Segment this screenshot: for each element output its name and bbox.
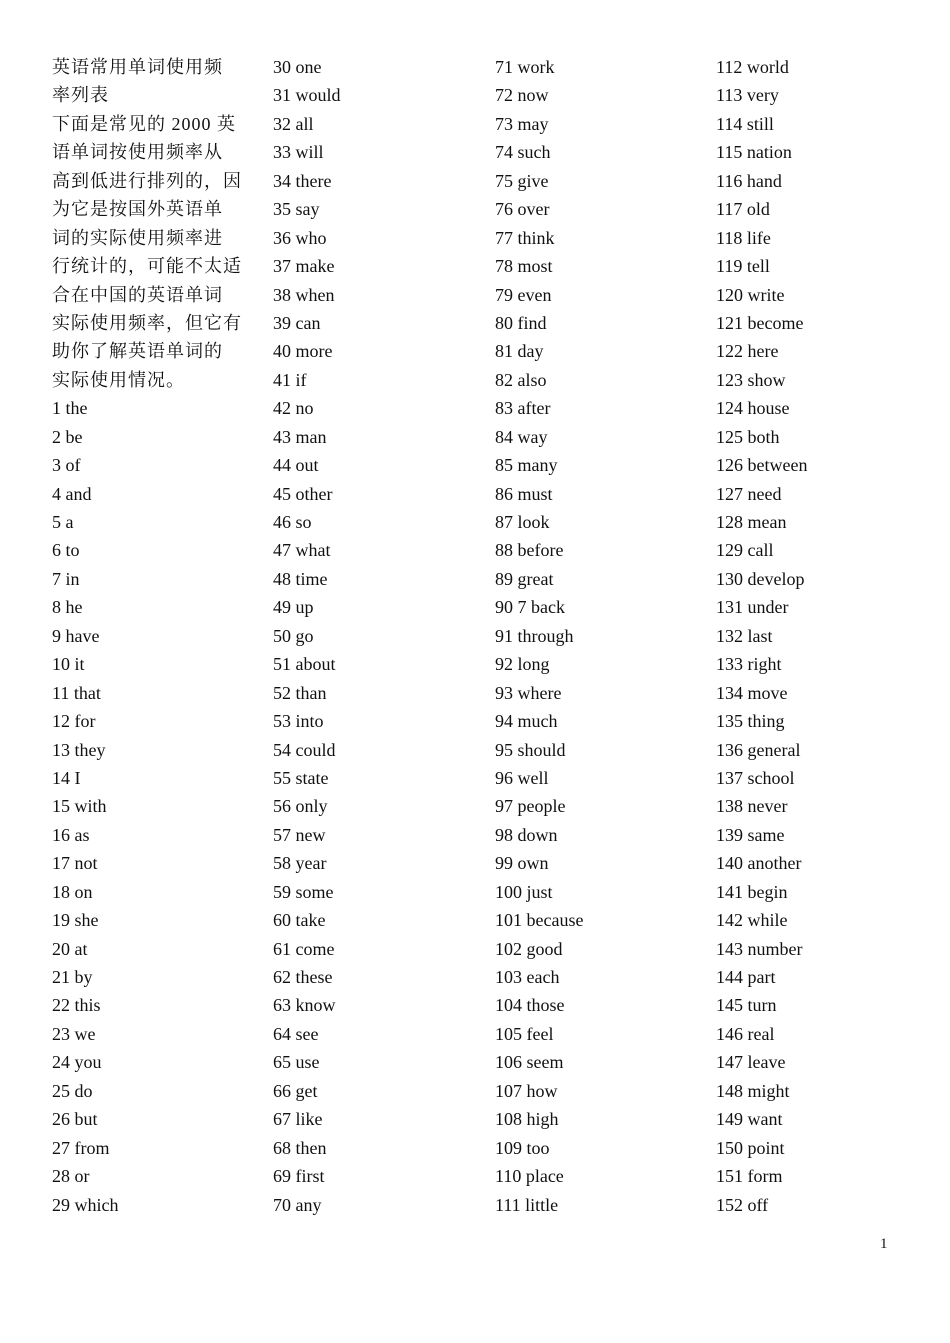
word-entry: 30 one [273, 57, 322, 77]
intro-line: 下面是常见的 2000 英 [52, 113, 236, 134]
word-entry: 3 of [52, 455, 81, 476]
word-entry: 61 come [273, 938, 335, 959]
column-4 [716, 53, 916, 1219]
word-entry: 91 through [495, 625, 574, 646]
word-entry: 51 about [273, 654, 336, 675]
word-entry: 85 many [495, 455, 558, 476]
word-entry: 92 long [495, 654, 550, 675]
word-entry: 75 give [495, 170, 549, 191]
word-entry: 70 any [273, 1194, 322, 1215]
word-entry: 136 general [716, 739, 801, 760]
word-entry: 126 between [716, 455, 808, 476]
word-entry: 102 good [495, 938, 563, 959]
word-entry: 141 begin [716, 881, 788, 902]
word-entry: 6 to [52, 540, 80, 561]
word-entry: 78 most [495, 256, 553, 277]
word-entry: 97 people [495, 796, 566, 817]
word-entry: 145 turn [716, 995, 777, 1016]
word-list-1 [52, 394, 247, 1219]
word-entry: 133 right [716, 654, 782, 675]
word-entry: 59 some [273, 881, 334, 902]
word-entry: 90 7 back [495, 597, 565, 618]
word-entry: 151 form [716, 1166, 783, 1187]
word-entry: 62 these [273, 967, 333, 987]
word-entry: 127 need [716, 483, 782, 504]
word-entry: 16 as [52, 824, 90, 845]
word-entry: 21 by [52, 967, 93, 987]
word-entry: 101 because [495, 910, 584, 931]
word-entry: 129 call [716, 540, 774, 561]
word-entry: 105 feel [495, 1023, 554, 1044]
word-entry: 114 still [716, 113, 774, 134]
intro-line: 词的实际使用频率进 [52, 227, 223, 248]
intro-line: 实际使用频率，但它有 [52, 312, 242, 333]
intro-line: 高到低进行排列的，因 [52, 170, 242, 191]
word-entry: 144 part [716, 967, 776, 987]
word-entry: 107 how [495, 1080, 558, 1101]
word-entry: 4 and [52, 483, 92, 504]
word-entry: 134 move [716, 682, 788, 703]
word-entry: 65 use [273, 1052, 320, 1073]
word-entry: 23 we [52, 1023, 96, 1044]
word-entry: 128 mean [716, 512, 787, 532]
word-entry: 5 a [52, 512, 74, 532]
word-entry: 121 become [716, 312, 804, 333]
intro-text [52, 53, 247, 394]
word-entry: 31 would [273, 85, 341, 106]
word-entry: 112 world [716, 57, 789, 77]
word-entry: 147 leave [716, 1052, 786, 1073]
word-entry: 77 think [495, 227, 555, 248]
word-entry: 54 could [273, 739, 336, 760]
word-entry: 41 if [273, 369, 307, 390]
word-entry: 119 tell [716, 256, 770, 277]
word-entry: 18 on [52, 881, 93, 902]
word-entry: 152 off [716, 1194, 769, 1215]
word-entry: 47 what [273, 540, 331, 561]
word-entry: 89 great [495, 568, 554, 589]
word-entry: 73 may [495, 113, 549, 134]
word-entry: 74 such [495, 142, 551, 163]
intro-line: 语单词按使用频率从 [52, 142, 223, 163]
word-entry: 40 more [273, 341, 333, 362]
word-entry: 33 will [273, 142, 324, 163]
word-entry: 99 own [495, 853, 549, 874]
word-entry: 124 house [716, 398, 790, 419]
word-entry: 26 but [52, 1109, 98, 1130]
column-3 [495, 53, 695, 1219]
word-entry: 49 up [273, 597, 314, 618]
word-entry: 149 want [716, 1109, 783, 1130]
word-entry: 130 develop [716, 568, 805, 589]
word-entry: 117 old [716, 199, 770, 220]
word-entry: 71 work [495, 57, 555, 77]
word-entry: 138 never [716, 796, 788, 817]
word-entry: 100 just [495, 881, 553, 902]
word-entry: 35 say [273, 199, 320, 220]
word-entry: 123 show [716, 369, 786, 390]
word-entry: 53 into [273, 711, 324, 732]
word-entry: 28 or [52, 1166, 90, 1187]
word-entry: 38 when [273, 284, 335, 305]
word-entry: 8 he [52, 597, 83, 618]
word-entry: 132 last [716, 625, 773, 646]
word-entry: 148 might [716, 1080, 790, 1101]
word-entry: 146 real [716, 1023, 775, 1044]
intro-line: 为它是按国外英语单 [52, 199, 223, 220]
word-entry: 140 another [716, 853, 802, 874]
word-entry: 79 even [495, 284, 552, 305]
word-entry: 98 down [495, 824, 558, 845]
word-entry: 131 under [716, 597, 789, 618]
word-entry: 69 first [273, 1166, 325, 1187]
word-entry: 56 only [273, 796, 328, 817]
word-entry: 43 man [273, 426, 327, 447]
word-entry: 110 place [495, 1166, 564, 1187]
word-entry: 95 should [495, 739, 566, 760]
intro-line: 英语常用单词使用频 [52, 57, 223, 77]
word-entry: 76 over [495, 199, 550, 220]
word-entry: 68 then [273, 1137, 327, 1158]
word-entry: 20 at [52, 938, 88, 959]
word-entry: 116 hand [716, 170, 782, 191]
word-entry: 19 she [52, 910, 99, 931]
word-entry: 104 those [495, 995, 565, 1016]
word-entry: 143 number [716, 938, 803, 959]
word-entry: 13 they [52, 739, 106, 760]
word-entry: 66 get [273, 1080, 318, 1101]
word-entry: 64 see [273, 1023, 319, 1044]
word-entry: 139 same [716, 824, 785, 845]
word-entry: 63 know [273, 995, 336, 1016]
word-entry: 60 take [273, 910, 326, 931]
word-entry: 142 while [716, 910, 788, 931]
intro-line: 行统计的，可能不太适 [52, 256, 242, 277]
column-1 [52, 53, 247, 1219]
word-entry: 109 too [495, 1137, 550, 1158]
word-entry: 12 for [52, 711, 96, 732]
word-entry: 72 now [495, 85, 549, 106]
word-entry: 22 this [52, 995, 101, 1016]
word-entry: 2 be [52, 426, 83, 447]
word-entry: 25 do [52, 1080, 93, 1101]
word-entry: 44 out [273, 455, 319, 476]
word-entry: 45 other [273, 483, 333, 504]
column-2 [273, 53, 473, 1219]
word-entry: 27 from [52, 1137, 110, 1158]
word-entry: 29 which [52, 1194, 119, 1215]
word-entry: 88 before [495, 540, 564, 561]
word-entry: 55 state [273, 767, 329, 788]
word-entry: 150 point [716, 1137, 785, 1158]
word-entry: 46 so [273, 512, 312, 532]
word-entry: 111 little [495, 1194, 559, 1215]
word-entry: 96 well [495, 767, 549, 788]
word-entry: 67 like [273, 1109, 323, 1130]
word-entry: 37 make [273, 256, 335, 277]
word-entry: 106 seem [495, 1052, 564, 1073]
word-entry: 58 year [273, 853, 327, 874]
word-entry: 125 both [716, 426, 780, 447]
word-entry: 113 very [716, 85, 779, 106]
intro-line: 助你了解英语单词的 [52, 341, 223, 362]
word-entry: 137 school [716, 767, 795, 788]
word-entry: 14 I [52, 767, 81, 788]
word-entry: 32 all [273, 113, 314, 134]
word-entry: 34 there [273, 170, 332, 191]
word-entry: 118 life [716, 227, 771, 248]
word-entry: 120 write [716, 284, 785, 305]
word-entry: 15 with [52, 796, 107, 817]
word-entry: 48 time [273, 568, 328, 589]
word-entry: 10 it [52, 654, 85, 675]
word-entry: 7 in [52, 568, 80, 589]
word-entry: 42 no [273, 398, 314, 419]
word-entry: 50 go [273, 625, 314, 646]
intro-line: 合在中国的英语单词 [52, 284, 223, 305]
word-entry: 17 not [52, 853, 98, 874]
word-entry: 94 much [495, 711, 558, 732]
word-entry: 82 also [495, 369, 547, 390]
word-entry: 103 each [495, 967, 560, 987]
intro-line: 率列表 [52, 85, 109, 106]
word-entry: 39 can [273, 312, 321, 333]
word-entry: 9 have [52, 625, 100, 646]
word-entry: 115 nation [716, 142, 792, 163]
word-entry: 86 must [495, 483, 553, 504]
word-entry: 57 new [273, 824, 326, 845]
intro-line: 实际使用情况。 [52, 369, 185, 390]
word-entry: 11 that [52, 682, 101, 703]
word-entry: 108 high [495, 1109, 559, 1130]
word-entry: 83 after [495, 398, 551, 419]
word-entry: 135 thing [716, 711, 785, 732]
word-entry: 122 here [716, 341, 779, 362]
word-entry: 52 than [273, 682, 327, 703]
word-entry: 80 find [495, 312, 547, 333]
word-entry: 36 who [273, 227, 327, 248]
page-number: 1 [880, 1236, 888, 1252]
word-entry: 93 where [495, 682, 562, 703]
word-entry: 24 you [52, 1052, 102, 1073]
word-entry: 87 look [495, 512, 550, 532]
word-entry: 81 day [495, 341, 544, 362]
word-entry: 1 the [52, 398, 88, 419]
word-entry: 84 way [495, 426, 548, 447]
